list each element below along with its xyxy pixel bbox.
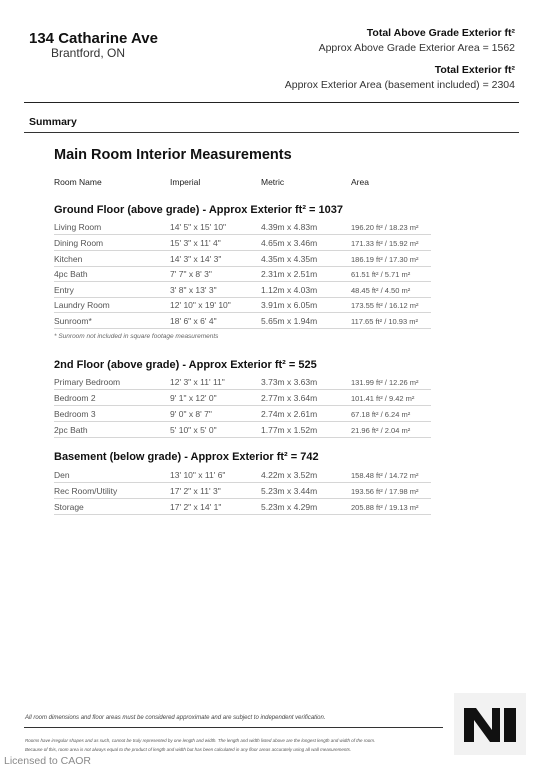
room-name: Bedroom 2 — [54, 393, 96, 403]
table-row — [54, 313, 431, 329]
room-area: 196.20 ft² / 18.23 m² — [351, 223, 419, 232]
table-row — [54, 282, 431, 298]
total-exterior-title: Total Exterior ft² — [434, 64, 515, 76]
room-metric: 3.73m x 3.63m — [261, 377, 318, 387]
page-title: Main Room Interior Measurements — [54, 147, 292, 163]
table-row — [54, 499, 431, 515]
room-imperial: 12' 10" x 19' 10" — [170, 300, 231, 310]
table-row — [54, 219, 431, 235]
room-name: Primary Bedroom — [54, 377, 121, 387]
table-row — [54, 297, 431, 313]
table-row — [54, 422, 431, 438]
room-metric: 2.74m x 2.61m — [261, 409, 318, 419]
room-name: Sunroom* — [54, 316, 92, 326]
room-name: Bedroom 3 — [54, 409, 96, 419]
room-name: Laundry Room — [54, 300, 110, 310]
room-metric: 4.35m x 4.35m — [261, 254, 318, 264]
room-area: 61.51 ft² / 5.71 m² — [351, 270, 411, 279]
room-name: Entry — [54, 285, 74, 295]
column-header-imperial: Imperial — [170, 177, 201, 187]
irregular-shapes-note — [25, 736, 445, 754]
column-header-room-name: Room Name — [54, 177, 102, 187]
room-imperial: 7' 7" x 8' 3" — [170, 269, 212, 279]
room-area: 131.99 ft² / 12.26 m² — [351, 378, 419, 387]
company-logo — [454, 693, 526, 755]
room-imperial: 15' 3" x 11' 4" — [170, 238, 221, 248]
room-imperial: 14' 3" x 14' 3" — [170, 254, 222, 264]
room-imperial: 17' 2" x 11' 3" — [170, 486, 221, 496]
room-metric: 5.65m x 1.94m — [261, 316, 318, 326]
table-row — [54, 235, 431, 251]
room-imperial: 12' 3" x 11' 11" — [170, 377, 225, 387]
room-area: 205.88 ft² / 19.13 m² — [351, 503, 419, 512]
total-exterior-value: Approx Exterior Area (basement included) = 2304 — [284, 79, 515, 91]
above-grade-value: Approx Above Grade Exterior Area = 1562 — [318, 42, 515, 54]
room-name: Kitchen — [54, 254, 83, 264]
room-metric: 2.77m x 3.64m — [261, 393, 318, 403]
sunroom-footnote: * Sunroom not included in square footage measurements — [54, 333, 219, 340]
room-imperial: 18' 6" x 6' 4" — [170, 316, 217, 326]
table-row — [54, 390, 431, 406]
room-area: 171.33 ft² / 15.92 m² — [351, 239, 419, 248]
room-imperial: 14' 5" x 15' 10" — [170, 222, 227, 232]
room-name: 4pc Bath — [54, 269, 88, 279]
room-metric: 4.65m x 3.46m — [261, 238, 318, 248]
room-area: 186.19 ft² / 17.30 m² — [351, 255, 419, 264]
column-header-metric: Metric — [261, 177, 285, 187]
room-name: 2pc Bath — [54, 425, 88, 435]
room-imperial: 9' 0" x 8' 7" — [170, 409, 212, 419]
table-row — [54, 374, 431, 390]
header-divider — [24, 102, 519, 103]
table-row — [54, 483, 431, 499]
irregular-note-line-1: Rooms have irregular shapes and as such, cannot be truly represented by one length and width. The length and width listed above are the longest length and width of the room. — [25, 738, 376, 743]
room-name: Den — [54, 470, 70, 480]
table-row — [54, 251, 431, 267]
room-metric: 1.77m x 1.52m — [261, 425, 318, 435]
irregular-note-line-2: Because of this, room area is not always equal to the product of length and width but has been calculated in any floor areas accurately using all wall measurements. — [25, 747, 352, 752]
room-metric: 5.23m x 4.29m — [261, 502, 318, 512]
room-name: Dining Room — [54, 238, 104, 248]
section-title-ground-floor: Ground Floor (above grade) - Approx Exterior ft² = 1037 — [54, 204, 343, 216]
room-area: 158.48 ft² / 14.72 m² — [351, 471, 419, 480]
room-metric: 1.12m x 4.03m — [261, 285, 318, 295]
room-area: 67.18 ft² / 6.24 m² — [351, 410, 411, 419]
room-metric: 5.23m x 3.44m — [261, 486, 318, 496]
room-metric: 2.31m x 2.51m — [261, 269, 318, 279]
room-imperial: 13' 10" x 11' 6" — [170, 470, 226, 480]
room-area: 48.45 ft² / 4.50 m² — [351, 286, 411, 295]
room-name: Living Room — [54, 222, 102, 232]
room-imperial: 3' 8" x 13' 3" — [170, 285, 217, 295]
room-area: 173.55 ft² / 16.12 m² — [351, 301, 419, 310]
room-imperial: 9' 1" x 12' 0" — [170, 393, 217, 403]
address-street: 134 Catharine Ave — [29, 30, 158, 47]
room-area: 193.56 ft² / 17.98 m² — [351, 487, 419, 496]
footer-divider — [24, 727, 443, 728]
room-metric: 4.39m x 4.83m — [261, 222, 318, 232]
column-header-area: Area — [351, 177, 369, 187]
table-row — [54, 266, 431, 282]
room-imperial: 17' 2" x 14' 1" — [170, 502, 222, 512]
room-metric: 4.22m x 3.52m — [261, 470, 318, 480]
address-city: Brantford, ON — [51, 46, 126, 60]
room-name: Rec Room/Utility — [54, 486, 118, 496]
table-row — [54, 406, 431, 422]
summary-divider — [24, 132, 519, 133]
room-area: 21.96 ft² / 2.04 m² — [351, 426, 411, 435]
summary-label: Summary — [29, 116, 77, 128]
above-grade-title: Total Above Grade Exterior ft² — [366, 27, 515, 39]
company-logo-icon — [462, 704, 518, 744]
license-watermark: Licensed to CAOR — [4, 755, 91, 767]
room-metric: 3.91m x 6.05m — [261, 300, 318, 310]
room-imperial: 5' 10" x 5' 0" — [170, 425, 217, 435]
room-area: 117.65 ft² / 10.93 m² — [351, 317, 418, 326]
measurement-disclaimer: All room dimensions and floor areas must be considered approximate and are subject to independent verification. — [25, 715, 326, 721]
section-title-basement: Basement (below grade) - Approx Exterior ft² = 742 — [54, 451, 319, 463]
room-name: Storage — [54, 502, 84, 512]
room-area: 101.41 ft² / 9.42 m² — [351, 394, 415, 403]
section-title-second-floor: 2nd Floor (above grade) - Approx Exterior ft² = 525 — [54, 359, 317, 371]
table-row — [54, 467, 431, 483]
